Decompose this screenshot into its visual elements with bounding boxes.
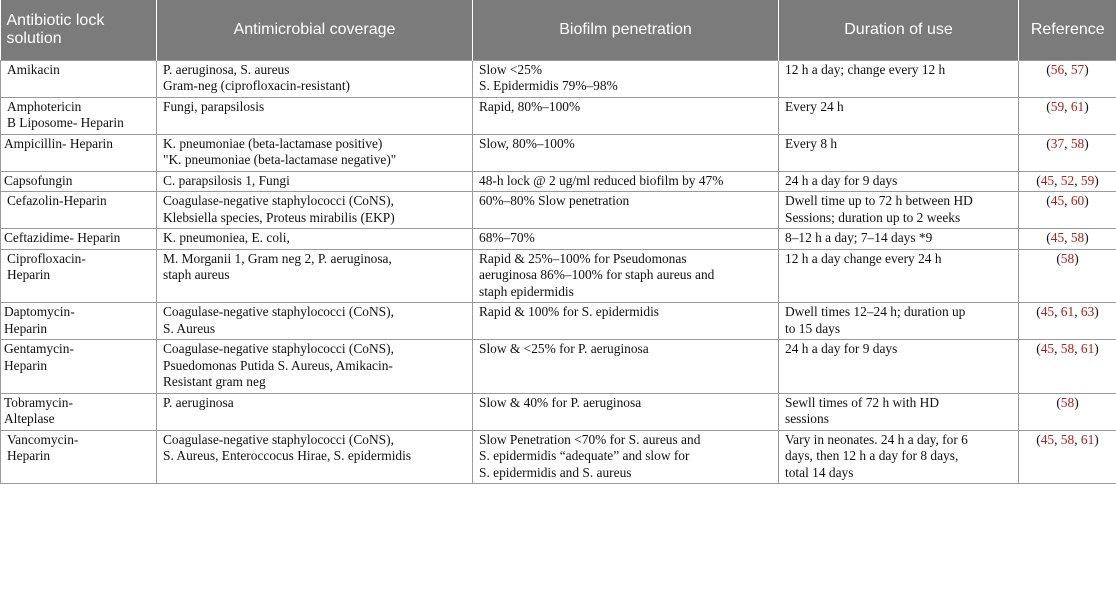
cell-penetration-line: 48-h lock @ 2 ug/ml reduced biofilm by 47% (479, 172, 724, 188)
reference-link[interactable]: 45 (1040, 304, 1055, 319)
cell-coverage (157, 134, 473, 171)
cell-penetration-line: Rapid & 25%–100% for Pseudomonas (479, 250, 687, 266)
cell-penetration-line: 68%–70% (479, 230, 535, 245)
cell-coverage-line: Resistant gram neg (163, 374, 266, 389)
header-antibiotic-lock-solution: Antibiotic lock solution (1, 0, 157, 60)
cell-duration-line: Every 24 h (785, 98, 844, 114)
cell-duration-line: 24 h a day for 9 days (785, 172, 898, 188)
cell-penetration (473, 249, 779, 303)
cell-penetration (473, 134, 779, 171)
cell-duration-line: sessions (785, 411, 829, 426)
cell-duration-line: Every 8 h (785, 135, 838, 151)
cell-duration-line: days, then 12 h a day for 8 days, (785, 448, 959, 463)
cell-coverage-line: Klebsiella species, Proteus mirabilis (EKP) (163, 209, 395, 225)
cell-antibiotic-line: Heparin (7, 267, 51, 282)
cell-antibiotic-line: Ampicillin- Heparin (4, 135, 113, 151)
cell-reference: (45, 61, 63) (1019, 303, 1116, 340)
cell-antibiotic-line: Amphotericin (7, 98, 82, 114)
cell-coverage-line: Gram-neg (ciprofloxacin-resistant) (163, 78, 351, 93)
cell-penetration-line: Slow & 40% for P. aeruginosa (479, 394, 642, 410)
cell-coverage-line: K. pneumoniea, E. coli, (163, 230, 290, 245)
cell-penetration (473, 60, 779, 97)
cell-duration (779, 303, 1019, 340)
cell-antibiotic (1, 340, 157, 394)
cell-coverage (157, 60, 473, 97)
cell-penetration-line: Slow Penetration <70% for S. aureus and (479, 431, 701, 447)
cell-antibiotic-line: Tobramycin- (4, 394, 73, 410)
cell-antibiotic-line: Capsofungin (4, 172, 73, 188)
cell-coverage-line: M. Morganii 1, Gram neg 2, P. aeruginosa, (163, 250, 392, 266)
cell-coverage (157, 192, 473, 229)
cell-antibiotic (1, 192, 157, 229)
cell-coverage (157, 97, 473, 134)
table-row (1, 393, 1116, 430)
cell-reference: (59, 61) (1019, 97, 1116, 134)
table-row (1, 430, 1116, 484)
cell-antibiotic (1, 60, 157, 97)
reference-link[interactable]: 61 (1080, 431, 1095, 447)
reference-link[interactable]: 52 (1060, 172, 1075, 188)
cell-antibiotic-line: Heparin (4, 357, 48, 373)
reference-link[interactable]: 58 (1070, 230, 1085, 245)
cell-coverage-line: P. aeruginosa (163, 394, 234, 410)
cell-penetration-line: Rapid & 100% for S. epidermidis (479, 304, 660, 319)
cell-antibiotic (1, 134, 157, 171)
cell-reference: (45, 58, 61) (1019, 430, 1116, 484)
cell-duration-line: Dwell times 12–24 h; duration up (785, 304, 966, 319)
cell-antibiotic (1, 303, 157, 340)
cell-penetration (473, 171, 779, 192)
reference-link[interactable]: 58 (1060, 431, 1075, 447)
cell-duration-line: 24 h a day for 9 days (785, 341, 898, 356)
cell-antibiotic-line: Alteplase (4, 411, 55, 426)
cell-duration (779, 60, 1019, 97)
cell-duration (779, 430, 1019, 484)
table-row (1, 340, 1116, 394)
cell-penetration-line: staph epidermidis (479, 283, 574, 299)
cell-penetration-line: S. epidermidis “adequate” and slow for (479, 448, 690, 463)
cell-antibiotic-line: B Liposome- Heparin (7, 115, 124, 130)
cell-penetration-line: S. epidermidis and S. aureus (479, 464, 632, 480)
cell-antibiotic (1, 97, 157, 134)
reference-link[interactable]: 58 (1060, 341, 1075, 356)
cell-coverage-line: S. Aureus, Enteroccocus Hirae, S. epidermidis (163, 448, 412, 463)
cell-coverage (157, 393, 473, 430)
cell-duration-line: Sessions; duration up to 2 weeks (785, 209, 961, 225)
cell-duration (779, 229, 1019, 250)
cell-antibiotic-line: Gentamycin- (4, 341, 74, 356)
cell-penetration (473, 340, 779, 394)
table-row (1, 134, 1116, 171)
cell-penetration-line: aeruginosa 86%–100% for staph aureus and (479, 267, 715, 282)
header-reference: Reference (1019, 0, 1116, 60)
cell-duration (779, 97, 1019, 134)
cell-duration-line: Dwell time up to 72 h between HD (785, 193, 973, 208)
reference-link[interactable]: 45 (1040, 431, 1055, 447)
cell-antibiotic-line: Cefazolin-Heparin (7, 193, 107, 208)
table-row (1, 97, 1116, 134)
reference-link[interactable]: 45 (1050, 230, 1065, 245)
cell-reference: (58) (1019, 249, 1116, 303)
table-row (1, 171, 1116, 192)
cell-coverage-line: Coagulase-negative staphylococci (CoNS), (163, 431, 394, 447)
reference-link[interactable]: 59 (1080, 172, 1095, 188)
cell-penetration-line: Rapid, 80%–100% (479, 98, 581, 114)
cell-penetration (473, 97, 779, 134)
cell-duration-line: 8–12 h a day; 7–14 days *9 (785, 230, 933, 245)
table-row (1, 303, 1116, 340)
cell-antibiotic-line: Daptomycin- (4, 304, 75, 319)
cell-penetration (473, 303, 779, 340)
reference-link[interactable]: 58 (1060, 250, 1075, 266)
cell-duration-line: 12 h a day change every 24 h (785, 250, 942, 266)
cell-duration (779, 340, 1019, 394)
table-body (1, 60, 1116, 484)
reference-link[interactable]: 61 (1080, 341, 1095, 356)
cell-coverage-line: C. parapsilosis 1, Fungi (163, 172, 290, 188)
cell-coverage-line: Coagulase-negative staphylococci (CoNS), (163, 341, 394, 356)
reference-link[interactable]: 60 (1070, 193, 1085, 208)
cell-reference: (58) (1019, 393, 1116, 430)
cell-antibiotic (1, 249, 157, 303)
cell-coverage (157, 340, 473, 394)
cell-antibiotic-line: Amikacin (7, 61, 60, 77)
cell-duration-line: Sewll times of 72 h with HD (785, 394, 939, 410)
cell-penetration-line: S. Epidermidis 79%–98% (479, 78, 618, 93)
cell-antibiotic-line: Ceftazidime- Heparin (4, 230, 121, 245)
cell-penetration (473, 393, 779, 430)
cell-reference: (45, 58, 61) (1019, 340, 1116, 394)
cell-penetration-line: Slow <25% (479, 61, 542, 77)
cell-antibiotic (1, 393, 157, 430)
cell-reference: (37, 58) (1019, 134, 1116, 171)
cell-antibiotic (1, 229, 157, 250)
cell-coverage-line: K. pneumoniae (beta-lactamase positive) (163, 135, 383, 151)
reference-link[interactable]: 58 (1060, 394, 1075, 410)
table-row (1, 229, 1116, 250)
header-row (1, 0, 1116, 60)
cell-duration (779, 249, 1019, 303)
reference-link[interactable]: 63 (1080, 304, 1095, 319)
cell-penetration (473, 229, 779, 250)
cell-penetration-line: Slow, 80%–100% (479, 135, 575, 151)
cell-coverage-line: Coagulase-negative staphylococci (CoNS), (163, 304, 394, 319)
cell-coverage-line: P. aeruginosa, S. aureus (163, 61, 290, 77)
cell-antibiotic-line: Vancomycin- (7, 431, 79, 447)
reference-link[interactable]: 61 (1060, 304, 1075, 319)
cell-duration (779, 192, 1019, 229)
cell-coverage-line: Fungi, parapsilosis (163, 98, 265, 114)
cell-coverage-line: S. Aureus (163, 320, 216, 336)
cell-coverage-line: "K. pneumoniae (beta-lactamase negative)" (163, 152, 397, 167)
header-antimicrobial-coverage: Antimicrobial coverage (157, 0, 473, 60)
reference-link[interactable]: 37 (1050, 135, 1065, 151)
cell-reference: (45, 58) (1019, 229, 1116, 250)
cell-penetration-line: 60%–80% Slow penetration (479, 193, 630, 208)
header-duration-of-use: Duration of use (779, 0, 1019, 60)
cell-penetration (473, 430, 779, 484)
cell-duration (779, 171, 1019, 192)
cell-reference: (45, 60) (1019, 192, 1116, 229)
reference-link[interactable]: 45 (1040, 172, 1055, 188)
cell-antibiotic (1, 171, 157, 192)
reference-link[interactable]: 58 (1070, 135, 1085, 151)
cell-coverage (157, 303, 473, 340)
reference-link[interactable]: 57 (1070, 61, 1085, 77)
cell-coverage (157, 430, 473, 484)
cell-antibiotic-line: Ciprofloxacin- (7, 250, 86, 266)
reference-link[interactable]: 56 (1050, 61, 1065, 77)
cell-reference: (45, 52, 59) (1019, 171, 1116, 192)
cell-coverage-line: Coagulase-negative staphylococci (CoNS), (163, 193, 394, 208)
cell-coverage (157, 249, 473, 303)
cell-reference: (56, 57) (1019, 60, 1116, 97)
cell-penetration (473, 192, 779, 229)
cell-duration-line: to 15 days (785, 320, 841, 336)
cell-penetration-line: Slow & <25% for P. aeruginosa (479, 341, 649, 356)
cell-antibiotic-line: Heparin (7, 448, 51, 463)
reference-link[interactable]: 45 (1050, 193, 1065, 208)
table-row (1, 60, 1116, 97)
cell-antibiotic (1, 430, 157, 484)
cell-coverage (157, 171, 473, 192)
cell-coverage-line: staph aureus (163, 267, 230, 282)
cell-coverage (157, 229, 473, 250)
header-biofilm-penetration: Biofilm penetration (473, 0, 779, 60)
cell-duration-line: total 14 days (785, 464, 854, 480)
cell-antibiotic-line: Heparin (4, 320, 48, 336)
reference-link[interactable]: 45 (1040, 341, 1055, 356)
cell-duration-line: 12 h a day; change every 12 h (785, 61, 946, 77)
table-row (1, 192, 1116, 229)
reference-link[interactable]: 61 (1070, 98, 1085, 114)
reference-link[interactable]: 59 (1050, 98, 1065, 114)
cell-duration-line: Vary in neonates. 24 h a day, for 6 (785, 431, 968, 447)
cell-duration (779, 134, 1019, 171)
cell-coverage-line: Psuedomonas Putida S. Aureus, Amikacin- (163, 357, 393, 373)
table-row (1, 249, 1116, 303)
cell-duration (779, 393, 1019, 430)
